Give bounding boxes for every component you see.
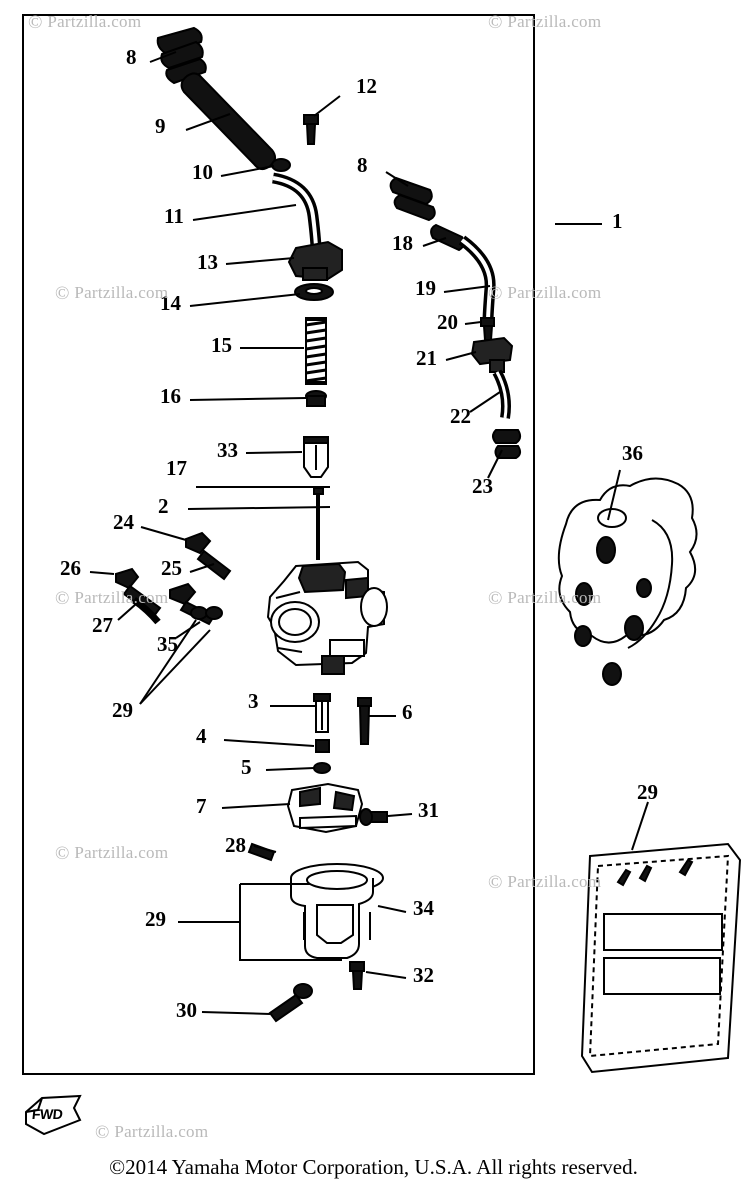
part-8b-clamp: [391, 178, 435, 220]
part-31-pin: [360, 809, 387, 825]
watermark-symbol: ©: [55, 283, 70, 304]
callout-32: 32: [413, 963, 434, 987]
callout-2: 2: [158, 494, 169, 518]
part-34-float-chamber: [291, 864, 383, 958]
part-30-drain-screw: [270, 984, 312, 1021]
part-carburetor-body: [268, 562, 387, 674]
callout-25: 25: [161, 556, 182, 580]
watermark-text: Partzilla.com: [74, 588, 169, 607]
callout-23: 23: [472, 474, 493, 498]
fwd-direction-badge: [22, 1094, 84, 1138]
part-3-jet: [314, 694, 330, 732]
callout-14: 14: [160, 291, 181, 315]
part-4-jet: [316, 740, 329, 752]
callout-21: 21: [416, 346, 437, 370]
part-36-manifold: [559, 478, 697, 685]
part-9-pipe: [182, 73, 275, 169]
part-18-connector: [431, 225, 464, 250]
callout-18: 18: [392, 231, 413, 255]
part-5-washer: [314, 763, 330, 773]
callout-26: 26: [60, 556, 81, 580]
callout-33: 33: [217, 438, 238, 462]
callout-19: 19: [415, 276, 436, 300]
watermark-symbol: ©: [55, 588, 70, 609]
watermark-symbol: ©: [488, 872, 503, 893]
watermark: [55, 283, 168, 305]
watermark-text: Partzilla.com: [507, 283, 602, 302]
part-19-hose: [462, 240, 490, 322]
part-23-clamp: [493, 430, 520, 458]
callout-31: 31: [418, 798, 439, 822]
part-32-screw: [350, 962, 364, 989]
callout-3: 3: [248, 689, 259, 713]
callout-7: 7: [196, 794, 207, 818]
watermark-text: Partzilla.com: [114, 1122, 209, 1141]
watermark: [55, 843, 168, 865]
callout-27: 27: [92, 613, 113, 637]
callout-22: 22: [450, 404, 471, 428]
callout-9: 9: [155, 114, 166, 138]
callout-29c: 29: [637, 780, 658, 804]
part-29c-gasket-sheet: [582, 844, 740, 1072]
part-33-needle-holder: [304, 437, 328, 477]
watermark-text: Partzilla.com: [74, 843, 169, 862]
part-13-valve-body: [289, 242, 342, 280]
callout-8a: 8: [126, 45, 137, 69]
callout-29b: 29: [145, 907, 166, 931]
watermark-text: Partzilla.com: [507, 588, 602, 607]
callout-28: 28: [225, 833, 246, 857]
watermark-symbol: ©: [95, 1122, 110, 1143]
watermark: [95, 1122, 208, 1144]
callout-10: 10: [192, 160, 213, 184]
callout-20: 20: [437, 310, 458, 334]
watermark-text: Partzilla.com: [507, 12, 602, 31]
part-20-screw: [481, 318, 494, 340]
callout-15: 15: [211, 333, 232, 357]
callout-12: 12: [356, 74, 377, 98]
callout-6: 6: [402, 700, 413, 724]
part-7-float: [288, 784, 362, 832]
part-10-washer: [272, 159, 290, 171]
callout-8b: 8: [357, 153, 368, 177]
watermark: [488, 283, 601, 305]
part-22-hose: [497, 372, 506, 418]
watermark: [488, 872, 601, 894]
callout-16: 16: [160, 384, 181, 408]
copyright-notice: ©2014 Yamaha Motor Corporation, U.S.A. All rights reserved.: [109, 1155, 638, 1179]
watermark-symbol: ©: [488, 12, 503, 33]
fwd-label: FWD: [31, 1106, 64, 1122]
watermark-symbol: ©: [28, 12, 43, 33]
watermark: [28, 12, 141, 34]
callout-35: 35: [157, 632, 178, 656]
watermark: [488, 588, 601, 610]
part-15-spring: [306, 318, 326, 384]
callout-11: 11: [164, 204, 184, 228]
part-14-gasket: [295, 284, 333, 300]
callout-30: 30: [176, 998, 197, 1022]
callout-24: 24: [113, 510, 134, 534]
watermark-symbol: ©: [55, 843, 70, 864]
watermark-symbol: ©: [488, 283, 503, 304]
watermark-text: Partzilla.com: [507, 872, 602, 891]
callout-29a: 29: [112, 698, 133, 722]
part-17-needle: [314, 488, 323, 560]
watermark-text: Partzilla.com: [47, 12, 142, 31]
part-28-pin: [249, 844, 274, 860]
callout-1: 1: [612, 209, 623, 233]
callout-17: 17: [166, 456, 187, 480]
watermark-text: Partzilla.com: [74, 283, 169, 302]
part-12-screw: [304, 115, 318, 144]
callout-13: 13: [197, 250, 218, 274]
callout-5: 5: [241, 755, 252, 779]
part-16-cap: [306, 391, 326, 406]
callout-34: 34: [413, 896, 434, 920]
watermark: [488, 12, 601, 34]
callout-36: 36: [622, 441, 643, 465]
watermark: [55, 588, 168, 610]
callout-4: 4: [196, 724, 207, 748]
part-25-screw: [170, 584, 214, 624]
part-21-valve: [472, 338, 512, 372]
watermark-symbol: ©: [488, 588, 503, 609]
part-6-screw: [358, 698, 371, 744]
